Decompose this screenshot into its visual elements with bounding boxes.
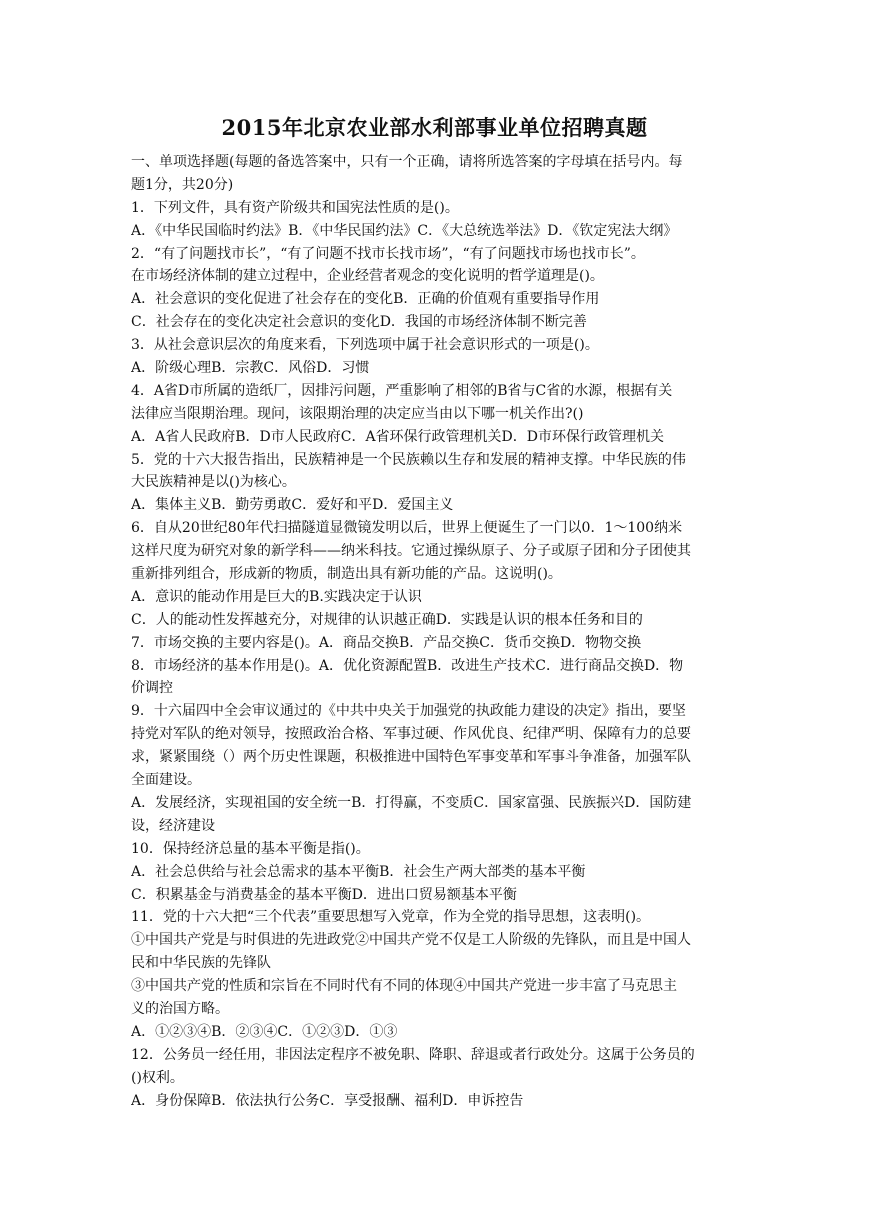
text-line: 1．下列文件，具有资产阶级共和国宪法性质的是()。 (131, 199, 459, 216)
text-line: 价调控 (131, 680, 173, 697)
text-line: 2．“有了问题找市长”，“有了问题不找市长找市场”，“有了问题找市场也找市长”。 (131, 245, 645, 262)
text-line: A．身份保障B．依法执行公务C．享受报酬、福利D．申诉控告 (131, 1092, 524, 1109)
text-line: 大民族精神是以()为核心。 (131, 474, 296, 491)
text-line: 5．党的十六大报告指出，民族精神是一个民族赖以生存和发展的精神支撑。中华民族的伟 (131, 451, 686, 468)
text-line: C．积累基金与消费基金的基本平衡D．进出口贸易额基本平衡 (131, 886, 517, 903)
text-line: ①中国共产党是与时俱进的先进政党②中国共产党不仅是工人阶级的先锋队，而且是中国人 (131, 932, 691, 949)
text-line: 8．市场经济的基本作用是()。A．优化资源配置B．改进生产技术C．进行商品交换D．物 (131, 657, 684, 674)
exam-content (131, 151, 741, 1112)
text-line: A．①②③④B．②③④C．①②③D．①③ (131, 1023, 398, 1040)
page-title: 2015年北京农业部水利部事业单位招聘真题 (221, 115, 648, 140)
text-line: A．意识的能动作用是巨大的B.实践决定于认识 (131, 588, 422, 605)
text-line: 民和中华民族的先锋队 (131, 955, 271, 972)
text-line: 全面建设。 (131, 772, 201, 789)
text-line: C．社会存在的变化决定社会意识的变化D．我国的市场经济体制不断完善 (131, 314, 587, 331)
text-line: 9．十六届四中全会审议通过的《中共中央关于加强党的执政能力建设的决定》指出，要坚 (131, 703, 686, 720)
text-line: A．A省人民政府B．D市人民政府C．A省环保行政管理机关D．D市环保行政管理机关 (131, 428, 665, 445)
text-line: 求，紧紧围绕（）两个历史性课题，积极推进中国特色军事变革和军事斗争准备，加强军队 (131, 749, 691, 766)
text-line: 4．A省D市所属的造纸厂，因排污问题，严重影响了相邻的B省与C省的水源，根据有关 (131, 382, 673, 399)
text-line: A．集体主义B．勤劳勇敢C．爱好和平D．爱国主义 (131, 497, 454, 514)
text-line: A．阶级心理B．宗教C．风俗D．习惯 (131, 360, 370, 377)
text-line: 法律应当限期治理。现问，该限期治理的决定应当由以下哪一机关作出?() (131, 405, 584, 422)
text-line: 10．保持经济总量的基本平衡是指()。 (131, 840, 370, 857)
text-line: 一、单项选择题(每题的备选答案中，只有一个正确，请将所选答案的字母填在括号内。每 (131, 154, 683, 170)
text-line: 7．市场交换的主要内容是()。A．商品交换B．产品交换C．货币交换D．物物交换 (131, 634, 642, 651)
text-line: A．社会意识的变化促进了社会存在的变化B．正确的价值观有重要指导作用 (131, 291, 600, 308)
text-line: 3．从社会意识层次的角度来看，下列选项中属于社会意识形式的一项是()。 (131, 337, 599, 354)
text-line: 题1分，共20分) (131, 176, 234, 193)
text-line: A．《中华民国临时约法》B．《中华民国约法》C．《大总统选举法》D．《钦定宪法大纲》 (131, 222, 678, 239)
text-line: 义的治国方略。 (131, 1000, 229, 1017)
text-line: ()权利。 (131, 1069, 184, 1086)
text-line: 重新排列组合，形成新的物质，制造出具有新功能的产品。这说明()。 (131, 566, 562, 583)
text-line: ③中国共产党的性质和宗旨在不同时代有不同的体现④中国共产党进一步丰富了马克思主 (131, 978, 677, 995)
text-line: A．社会总供给与社会总需求的基本平衡B．社会生产两大部类的基本平衡 (131, 863, 586, 880)
text-line: 设，经济建设 (131, 817, 215, 834)
text-line: 6．自从20世纪80年代扫描隧道显微镜发明以后，世界上便诞生了一门以0．1～100纳米 (131, 520, 683, 537)
text-line: 12．公务员一经任用，非因法定程序不被免职、降职、辞退或者行政处分。这属于公务员的 (131, 1046, 695, 1063)
text-line: A．发展经济，实现祖国的安全统一B．打得赢，不变质C．国家富强、民族振兴D．国防建 (131, 794, 692, 811)
text-line: C．人的能动性发挥越充分，对规律的认识越正确D．实践是认识的根本任务和目的 (131, 611, 643, 628)
text-line: 持党对军队的绝对领导，按照政治合格、军事过硬、作风优良、纪律严明、保障有力的总要 (131, 726, 691, 743)
text-line: 这样尺度为研究对象的新学科——纳米科技。它通过操纵原子、分子或原子团和分子团使其 (131, 543, 691, 560)
text-line: 在市场经济体制的建立过程中，企业经营者观念的变化说明的哲学道理是()。 (131, 268, 604, 285)
text-line: 11．党的十六大把“三个代表”重要思想写入党章，作为全党的指导思想，这表明()。 (131, 909, 651, 926)
